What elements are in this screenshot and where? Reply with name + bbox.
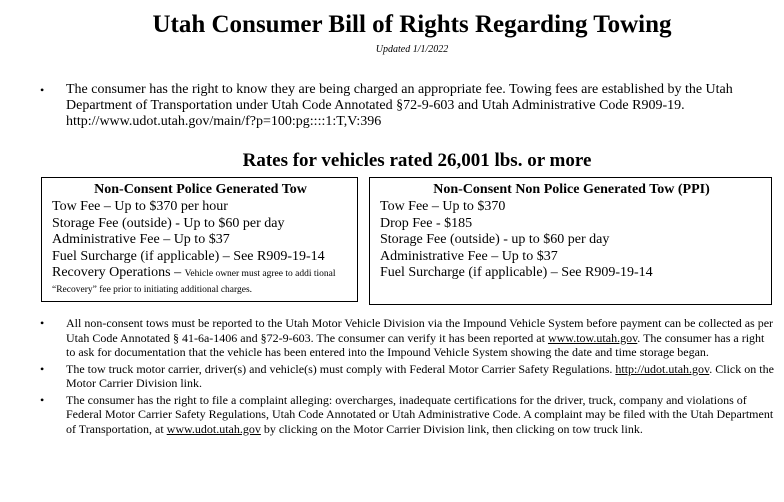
bullet-icon: •	[40, 83, 45, 97]
list-item	[40, 393, 776, 437]
document-title: Utah Consumer Bill of Rights Regarding Towing	[152, 11, 672, 38]
rights-bullet-list	[40, 316, 776, 438]
list-item-text	[66, 393, 776, 437]
recovery-operations	[52, 265, 349, 297]
ppi-tow-fee-line: Tow Fee – Up to $370	[380, 199, 506, 214]
intro-text: The consumer has the right to know they are being charged an appropriate fee. Towing fees are established by the Utah Department of Transportation under Utah Code Annotated §72-9-603 and Utah Administrative Code R909-19. http://www.udot.utah.gov/main/f?p=100:pg::::1:T,V:396	[66, 82, 733, 129]
text-segment: The consumer has the right to file a complaint alleging: overcharges, inadequate certifications for the driver, truck, company and violations of Federal Motor Carrier Safety Regulations, Utah Code Annotated or Utah Administrative Code. A complaint may be filed with the Utah Department of Transportation, at	[66, 392, 774, 436]
text-segment: . The consumer has a right to ask for documentation that the vehicle has been entered into the Impound Vehicle System showing the date and time storage began.	[66, 330, 765, 359]
intro-bullet	[40, 82, 776, 130]
police-tow-title: Non-Consent Police Generated Tow	[94, 182, 307, 197]
ppi-tow-fee-line: Storage Fee (outside) - up to $60 per day	[380, 232, 610, 247]
police-tow-fee-line: Fuel Surcharge (if applicable) – See R909-19-14	[52, 248, 325, 264]
list-item-text	[66, 362, 776, 391]
recovery-note: Vehicle owner must agree to addi tional “Recovery” fee prior to initiating additional charges.	[52, 269, 336, 295]
recovery-label: Recovery Operations –	[52, 265, 185, 280]
police-tow-fee-line: Tow Fee – Up to $370 per hour	[52, 199, 228, 214]
list-item-text	[66, 316, 776, 360]
udot-www-link[interactable]: www.udot.utah.gov	[166, 421, 261, 436]
bullet-icon: •	[40, 392, 45, 407]
ppi-tow-title: Non-Consent Non Police Generated Tow (PPI)	[433, 182, 710, 197]
police-tow-box	[41, 177, 358, 302]
text-segment: by clicking on the Motor Carrier Division link, then clicking on tow truck link.	[260, 421, 643, 436]
ppi-tow-box	[369, 177, 772, 305]
bullet-icon: •	[40, 361, 45, 376]
police-tow-fee-line: Storage Fee (outside) - Up to $60 per day	[52, 215, 285, 231]
udot-link[interactable]: http://udot.utah.gov	[615, 361, 710, 376]
bullet-icon: •	[40, 316, 45, 330]
ppi-tow-fee-line: Administrative Fee – Up to $37	[380, 248, 558, 264]
ppi-tow-fee-line: Drop Fee - $185	[380, 215, 473, 231]
police-tow-fee-line: Administrative Fee – Up to $37	[52, 232, 230, 247]
ppi-tow-fee-line: Fuel Surcharge (if applicable) – See R909-19-14	[380, 265, 653, 280]
text-segment: . Click on the Motor Carrier Division link.	[66, 361, 774, 390]
rates-heading: Rates for vehicles rated 26,001 lbs. or more	[242, 150, 592, 171]
list-item	[40, 316, 776, 360]
list-item	[40, 362, 776, 391]
updated-date: Updated 1/1/2022	[375, 44, 449, 55]
text-segment: The tow truck motor carrier, driver(s) and vehicle(s) must comply with Federal Motor Carrier Safety Regulations.	[66, 361, 616, 376]
tow-utah-link[interactable]: www.tow.utah.gov	[547, 330, 638, 345]
text-segment: All non-consent tows must be reported to the Utah Motor Vehicle Division via the Impound Vehicle System before payment can be collected as per Utah Code Annotated § 41-6a-1406 and §72-9-603. The consumer can verify it has been reported at	[66, 316, 774, 345]
